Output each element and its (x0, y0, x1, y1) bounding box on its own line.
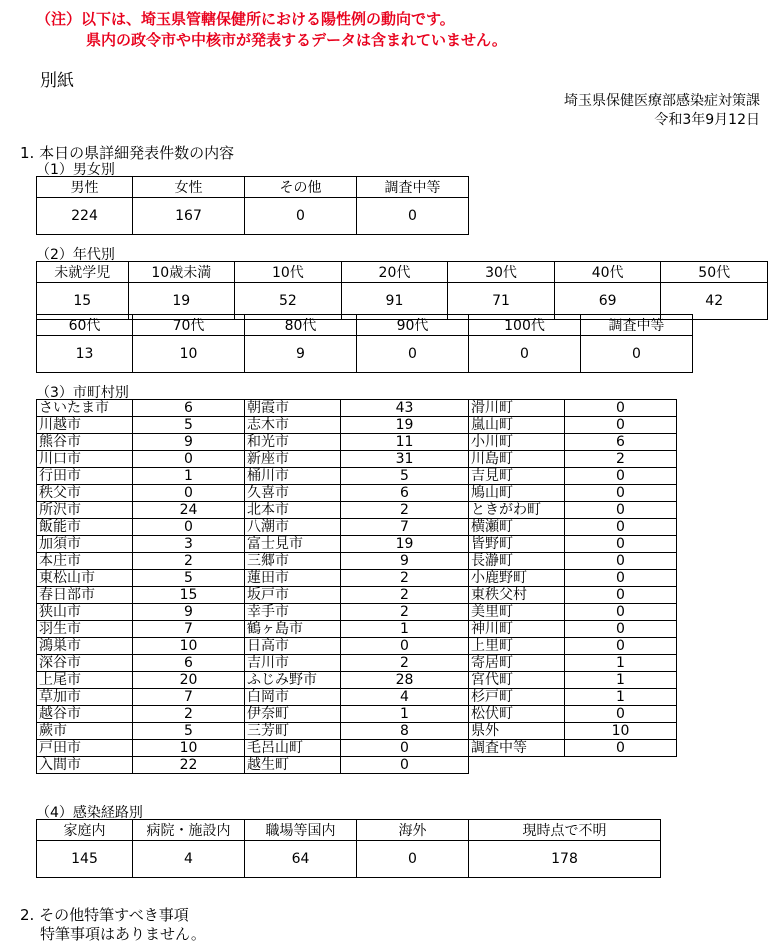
value-cell: 9 (245, 336, 357, 373)
municipality-name: 吉見町 (469, 468, 565, 485)
municipality-name: 小鹿野町 (469, 570, 565, 587)
municipality-name: 坂戸市 (245, 587, 341, 604)
municipality-name: 草加市 (37, 689, 133, 706)
municipality-name: 美里町 (469, 604, 565, 621)
municipality-count: 0 (341, 638, 469, 655)
municipality-name: 長瀞町 (469, 553, 565, 570)
municipality-name: 横瀬町 (469, 519, 565, 536)
notice-line-2: 県内の政令市や中核市が発表するデータは含まれていません。 (86, 31, 507, 49)
municipality-section-title: （3）市町村別 (36, 385, 129, 401)
municipality-count: 11 (341, 434, 469, 451)
value-cell: 91 (341, 283, 448, 320)
municipality-count: 2 (565, 451, 677, 468)
municipality-name: 皆野町 (469, 536, 565, 553)
municipality-count: 15 (133, 587, 245, 604)
value-cell: 178 (469, 841, 661, 878)
route-value-row (37, 841, 661, 878)
municipality-table (36, 399, 677, 774)
municipality-name: 県外 (469, 723, 565, 740)
value-cell: 224 (37, 198, 133, 235)
section-2-title: 2. その他特筆すべき事項 (20, 906, 189, 924)
municipality-name: 白岡市 (245, 689, 341, 706)
table-row (37, 689, 677, 706)
header-cell: 男性 (37, 177, 133, 198)
municipality-count: 9 (133, 604, 245, 621)
municipality-name (469, 757, 565, 774)
municipality-count: 0 (565, 638, 677, 655)
municipality-count: 2 (341, 587, 469, 604)
municipality-name: 朝霞市 (245, 400, 341, 417)
table-row (37, 672, 677, 689)
value-cell: 0 (581, 336, 693, 373)
municipality-count: 0 (565, 417, 677, 434)
municipality-count: 24 (133, 502, 245, 519)
header-cell: 病院・施設内 (133, 820, 245, 841)
header-cell: 100代 (469, 315, 581, 336)
municipality-count: 2 (341, 604, 469, 621)
municipality-name: 小川町 (469, 434, 565, 451)
municipality-count: 0 (565, 587, 677, 604)
municipality-name: 羽生市 (37, 621, 133, 638)
age-value-row-2 (37, 336, 693, 373)
municipality-count: 6 (341, 485, 469, 502)
municipality-count: 22 (133, 757, 245, 774)
municipality-name: 川島町 (469, 451, 565, 468)
municipality-name: 上尾市 (37, 672, 133, 689)
value-cell: 4 (133, 841, 245, 878)
value-cell: 0 (357, 841, 469, 878)
municipality-name: 寄居町 (469, 655, 565, 672)
municipality-count: 8 (341, 723, 469, 740)
municipality-count: 9 (341, 553, 469, 570)
municipality-name: 八潮市 (245, 519, 341, 536)
municipality-count: 19 (341, 536, 469, 553)
route-table (36, 819, 661, 878)
municipality-name: 蓮田市 (245, 570, 341, 587)
municipality-name: 三郷市 (245, 553, 341, 570)
value-cell: 71 (448, 283, 555, 320)
table-row (37, 621, 677, 638)
municipality-count: 1 (341, 621, 469, 638)
municipality-name: 調査中等 (469, 740, 565, 757)
municipality-name: 鳩山町 (469, 485, 565, 502)
municipality-name: 秩父市 (37, 485, 133, 502)
municipality-count: 0 (565, 570, 677, 587)
municipality-name: 加須市 (37, 536, 133, 553)
municipality-count: 6 (133, 655, 245, 672)
municipality-count: 1 (133, 468, 245, 485)
header-cell: 30代 (448, 262, 555, 283)
municipality-count: 0 (341, 740, 469, 757)
municipality-name: 神川町 (469, 621, 565, 638)
table-row (37, 553, 677, 570)
age-header-row-2 (37, 315, 693, 336)
value-cell: 69 (554, 283, 661, 320)
municipality-count: 10 (133, 638, 245, 655)
municipality-name: ふじみ野市 (245, 672, 341, 689)
header-cell: 家庭内 (37, 820, 133, 841)
municipality-name: 川口市 (37, 451, 133, 468)
municipality-count: 31 (341, 451, 469, 468)
table-row (37, 451, 677, 468)
route-header-row (37, 820, 661, 841)
municipality-name: 北本市 (245, 502, 341, 519)
municipality-name: 東松山市 (37, 570, 133, 587)
header-cell: 職場等国内 (245, 820, 357, 841)
value-cell: 167 (133, 198, 245, 235)
value-cell: 10 (133, 336, 245, 373)
gender-header-row (37, 177, 469, 198)
municipality-count: 10 (133, 740, 245, 757)
municipality-name: 蕨市 (37, 723, 133, 740)
table-row (37, 638, 677, 655)
municipality-count: 0 (565, 740, 677, 757)
municipality-count: 0 (565, 468, 677, 485)
municipality-name: 志木市 (245, 417, 341, 434)
municipality-name: 吉川市 (245, 655, 341, 672)
value-cell: 0 (245, 198, 357, 235)
municipality-count: 1 (565, 672, 677, 689)
municipality-name: 越谷市 (37, 706, 133, 723)
municipality-count: 4 (341, 689, 469, 706)
header-cell: 調査中等 (581, 315, 693, 336)
table-row (37, 723, 677, 740)
municipality-count: 1 (565, 655, 677, 672)
municipality-count: 2 (341, 502, 469, 519)
header-cell: 50代 (661, 262, 768, 283)
issuer: 埼玉県保健医療部感染症対策課 (564, 93, 760, 109)
header-cell: 現時点で不明 (469, 820, 661, 841)
municipality-name: 戸田市 (37, 740, 133, 757)
municipality-count: 0 (565, 485, 677, 502)
municipality-count: 0 (133, 451, 245, 468)
municipality-count: 0 (565, 621, 677, 638)
municipality-count: 0 (133, 485, 245, 502)
table-row (37, 485, 677, 502)
table-row (37, 740, 677, 757)
header-cell: 40代 (554, 262, 661, 283)
municipality-name: さいたま市 (37, 400, 133, 417)
section-2-body: 特筆事項はありません。 (40, 925, 206, 943)
table-row (37, 434, 677, 451)
municipality-count: 0 (341, 757, 469, 774)
value-cell: 15 (37, 283, 129, 320)
municipality-count: 2 (133, 706, 245, 723)
gender-value-row (37, 198, 469, 235)
municipality-name: 和光市 (245, 434, 341, 451)
municipality-name: 川越市 (37, 417, 133, 434)
table-row (37, 400, 677, 417)
municipality-count: 43 (341, 400, 469, 417)
table-row (37, 519, 677, 536)
table-row (37, 570, 677, 587)
municipality-count: 7 (341, 519, 469, 536)
municipality-name: 宮代町 (469, 672, 565, 689)
municipality-count: 0 (565, 519, 677, 536)
municipality-count: 0 (565, 604, 677, 621)
municipality-name: 行田市 (37, 468, 133, 485)
age-table-row-1 (36, 261, 768, 320)
table-row (37, 417, 677, 434)
gender-section-title: （1）男女別 (36, 162, 115, 178)
header-cell: 未就学児 (37, 262, 129, 283)
municipality-name: 富士見市 (245, 536, 341, 553)
header-cell: 調査中等 (357, 177, 469, 198)
age-table-row-2 (36, 314, 693, 373)
municipality-name: 上里町 (469, 638, 565, 655)
municipality-count: 5 (133, 723, 245, 740)
municipality-name: 所沢市 (37, 502, 133, 519)
municipality-name: 越生町 (245, 757, 341, 774)
municipality-count (565, 757, 677, 774)
municipality-count: 0 (565, 502, 677, 519)
municipality-name: 狭山市 (37, 604, 133, 621)
municipality-count: 7 (133, 621, 245, 638)
notice-line-1: （注）以下は、埼玉県管轄保健所における陽性例の動向です。 (36, 10, 455, 28)
municipality-name: 久喜市 (245, 485, 341, 502)
municipality-count: 19 (341, 417, 469, 434)
value-cell: 0 (357, 336, 469, 373)
value-cell: 145 (37, 841, 133, 878)
municipality-count: 0 (565, 553, 677, 570)
municipality-count: 0 (565, 706, 677, 723)
header-cell: 60代 (37, 315, 133, 336)
route-section-title: （4）感染経路別 (36, 805, 143, 821)
municipality-name: 飯能市 (37, 519, 133, 536)
value-cell: 0 (469, 336, 581, 373)
header-cell: 10歳未満 (128, 262, 235, 283)
municipality-count: 5 (133, 570, 245, 587)
header-cell: 70代 (133, 315, 245, 336)
municipality-count: 6 (133, 400, 245, 417)
municipality-name: 伊奈町 (245, 706, 341, 723)
municipality-count: 1 (565, 689, 677, 706)
header-cell: 90代 (357, 315, 469, 336)
municipality-name: 入間市 (37, 757, 133, 774)
value-cell: 52 (235, 283, 342, 320)
municipality-name: 嵐山町 (469, 417, 565, 434)
municipality-count: 5 (133, 417, 245, 434)
municipality-count: 9 (133, 434, 245, 451)
municipality-count: 0 (565, 400, 677, 417)
municipality-count: 1 (341, 706, 469, 723)
municipality-count: 2 (133, 553, 245, 570)
header-cell: 女性 (133, 177, 245, 198)
municipality-name: 桶川市 (245, 468, 341, 485)
header-cell: 80代 (245, 315, 357, 336)
value-cell: 42 (661, 283, 768, 320)
municipality-count: 5 (341, 468, 469, 485)
municipality-name: 春日部市 (37, 587, 133, 604)
age-header-row-1 (37, 262, 768, 283)
municipality-count: 20 (133, 672, 245, 689)
gender-table (36, 176, 469, 235)
table-row (37, 468, 677, 485)
municipality-count: 28 (341, 672, 469, 689)
table-row (37, 604, 677, 621)
municipality-name: 毛呂山町 (245, 740, 341, 757)
table-row (37, 502, 677, 519)
header-cell: 海外 (357, 820, 469, 841)
municipality-count: 7 (133, 689, 245, 706)
municipality-name: 東秩父村 (469, 587, 565, 604)
value-cell: 0 (357, 198, 469, 235)
table-row (37, 536, 677, 553)
municipality-count: 2 (341, 570, 469, 587)
municipality-name: 日高市 (245, 638, 341, 655)
municipality-count: 0 (133, 519, 245, 536)
municipality-name: 鴻巣市 (37, 638, 133, 655)
municipality-name: 松伏町 (469, 706, 565, 723)
municipality-name: ときがわ町 (469, 502, 565, 519)
municipality-name: 新座市 (245, 451, 341, 468)
municipality-name: 本庄市 (37, 553, 133, 570)
age-section-title: （2）年代別 (36, 247, 115, 263)
municipality-count: 2 (341, 655, 469, 672)
municipality-count: 3 (133, 536, 245, 553)
municipality-count: 6 (565, 434, 677, 451)
report-date: 令和3年9月12日 (654, 112, 760, 128)
header-cell: その他 (245, 177, 357, 198)
municipality-name: 滑川町 (469, 400, 565, 417)
municipality-name: 深谷市 (37, 655, 133, 672)
table-row (37, 706, 677, 723)
municipality-count: 10 (565, 723, 677, 740)
table-row (37, 757, 677, 774)
header-cell: 20代 (341, 262, 448, 283)
municipality-name: 熊谷市 (37, 434, 133, 451)
municipality-name: 幸手市 (245, 604, 341, 621)
value-cell: 64 (245, 841, 357, 878)
section-1-title: 1. 本日の県詳細発表件数の内容 (20, 144, 235, 162)
table-row (37, 587, 677, 604)
table-row (37, 655, 677, 672)
header-cell: 10代 (235, 262, 342, 283)
municipality-name: 杉戸町 (469, 689, 565, 706)
municipality-name: 鶴ヶ島市 (245, 621, 341, 638)
municipality-name: 三芳町 (245, 723, 341, 740)
value-cell: 19 (128, 283, 235, 320)
municipality-count: 0 (565, 536, 677, 553)
attachment-label: 別紙 (40, 71, 74, 91)
value-cell: 13 (37, 336, 133, 373)
